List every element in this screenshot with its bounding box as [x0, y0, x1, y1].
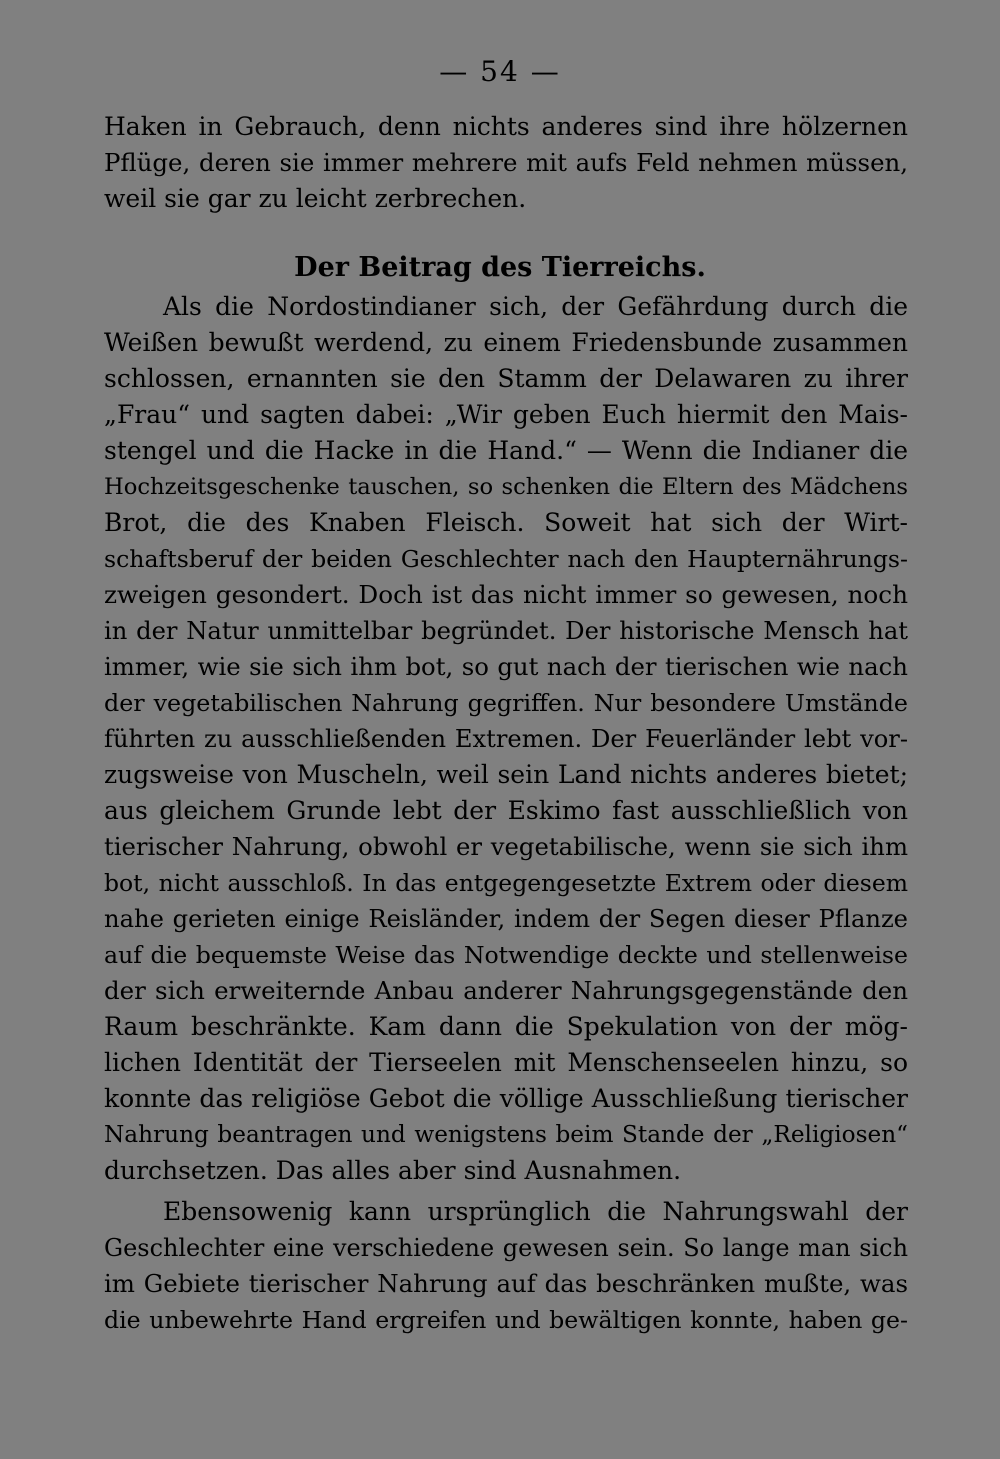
text-line: Geschlechter eine verschiedene gewesen sein. So lange man sich	[104, 1234, 908, 1262]
text-line: aus gleichem Grunde lebt der Eskimo fast ausschließlich von	[104, 796, 908, 825]
text-line: stengel und die Hacke in die Hand.“ — Wenn die Indianer die	[104, 436, 908, 465]
text-line: Hochzeitsgeschenke tauschen, so schenken die Eltern des Mädchens	[104, 474, 908, 500]
text-line: nahe gerieten einige Reisländer, indem der Segen dieser Pflanze	[104, 905, 908, 933]
text-line: Als die Nordostindianer sich, der Gefährdung durch die	[163, 292, 908, 321]
text-line: lichen Identität der Tierseelen mit Menschenseelen hinzu, so	[104, 1048, 908, 1077]
page-number: — 54 —	[439, 55, 561, 88]
text-line: die unbewehrte Hand ergreifen und bewältigen konnte, haben ge-	[104, 1306, 908, 1334]
text-line: Weißen bewußt werdend, zu einem Friedensbunde zusammen	[104, 328, 908, 357]
text-line: durchsetzen. Das alles aber sind Ausnahmen.	[104, 1156, 682, 1185]
text-line: „Frau“ und sagten dabei: „Wir geben Euch hiermit den Mais-	[104, 400, 908, 429]
text-line: in der Natur unmittelbar begründet. Der historische Mensch hat	[104, 617, 908, 645]
text-line: der sich erweiternde Anbau anderer Nahrungsgegenstände den	[104, 976, 908, 1005]
text-line: führten zu ausschließenden Extremen. Der Feuerländer lebt vor-	[104, 725, 908, 753]
text-line: weil sie gar zu leicht zerbrechen.	[104, 184, 527, 213]
text-line: zweigen gesondert. Doch ist das nicht immer so gewesen, noch	[104, 580, 908, 609]
text-line: Ebensowenig kann ursprünglich die Nahrungswahl der	[163, 1197, 908, 1226]
text-line: Raum beschränkte. Kam dann die Spekulation von der mög-	[104, 1012, 908, 1041]
text-line: bot, nicht ausschloß. In das entgegengesetzte Extrem oder diesem	[104, 869, 908, 897]
text-line: schlossen, ernannten sie den Stamm der Delawaren zu ihrer	[104, 364, 908, 393]
text-line: konnte das religiöse Gebot die völlige Ausschließung tierischer	[104, 1084, 908, 1113]
text-line: Brot, die des Knaben Fleisch. Soweit hat sich der Wirt-	[104, 508, 908, 537]
section-heading: Der Beitrag des Tierreichs.	[294, 252, 706, 283]
text-line: im Gebiete tierischer Nahrung auf das beschränken mußte, was	[104, 1269, 908, 1298]
text-line: Nahrung beantragen und wenigstens beim Stande der „Religiosen“	[104, 1121, 908, 1148]
text-line: Haken in Gebrauch, denn nichts anderes sind ihre hölzernen	[104, 112, 908, 141]
text-line: tierischer Nahrung, obwohl er vegetabilische, wenn sie sich ihm	[104, 832, 908, 861]
text-line: der vegetabilischen Nahrung gegriffen. Nur besondere Umstände	[104, 689, 908, 717]
text-line: auf die bequemste Weise das Notwendige deckte und stellenweise	[104, 941, 908, 969]
text-line: immer, wie sie sich ihm bot, so gut nach der tierischen wie nach	[104, 652, 908, 681]
text-line: zugsweise von Muscheln, weil sein Land nichts anderes bietet;	[104, 760, 908, 789]
text-line: schaftsberuf der beiden Geschlechter nach den Haupternährungs-	[104, 545, 908, 573]
text-line: Pflüge, deren sie immer mehrere mit aufs Feld nehmen müssen,	[104, 148, 908, 177]
